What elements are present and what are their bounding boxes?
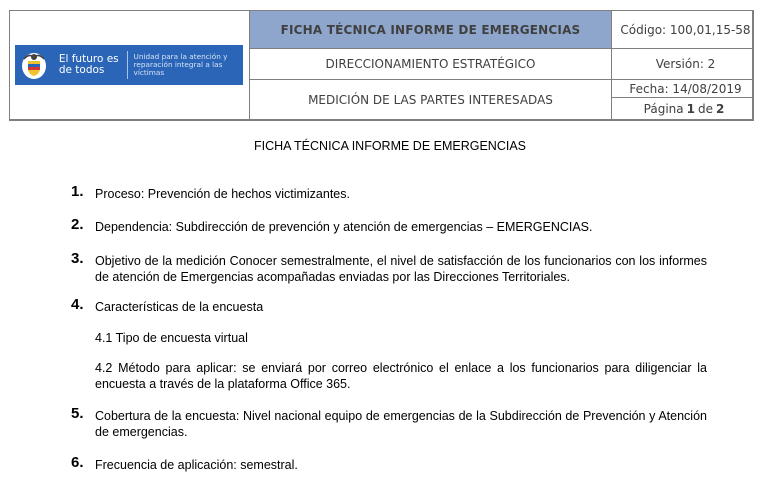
sub-item: 4.2 Método para aplicar: se enviará por correo electrónico el enlace a los funcionarios para diligenciar la encuesta a través de la plataforma Office 365. bbox=[95, 361, 707, 391]
logo-main-text: El futuro es de todos bbox=[58, 53, 119, 76]
document-title: FICHA TÉCNICA INFORME DE EMERGENCIAS bbox=[253, 139, 527, 153]
logo-divider bbox=[127, 51, 128, 79]
document-header-table bbox=[9, 10, 754, 121]
institution-logo bbox=[15, 45, 243, 85]
sub-item: 4.1 Tipo de encuesta virtual bbox=[95, 331, 248, 345]
document-date: Fecha: 14/08/2019 bbox=[612, 80, 753, 98]
item-text: Frecuencia de aplicación: semestral. bbox=[95, 458, 298, 472]
item-number: 1. bbox=[71, 183, 84, 200]
page-total: 2 bbox=[715, 101, 725, 116]
logo-cell bbox=[10, 11, 250, 120]
item-text: Objetivo de la medición Conocer semestralmente, el nivel de satisfacción de los funcionarios con los informes de atención de Emergencias acompañadas enviadas por las Direcciones Territoriales. bbox=[95, 254, 707, 284]
item-text: Proceso: Prevención de hechos victimizantes. bbox=[95, 187, 350, 201]
item-text: Características de la encuesta bbox=[95, 300, 264, 314]
header-title: FICHA TÉCNICA INFORME DE EMERGENCIAS bbox=[250, 11, 612, 49]
item-number: 4. bbox=[71, 296, 84, 313]
logo-sub-text: Unidad para la atención y reparación integral a las víctimas bbox=[133, 52, 228, 77]
header-subtitle-section: MEDICIÓN DE LAS PARTES INTERESADAS bbox=[250, 80, 612, 120]
item-number: 3. bbox=[71, 250, 84, 267]
document-version: Versión: 2 bbox=[612, 49, 753, 80]
header-subtitle-process: DIRECCIONAMIENTO ESTRATÉGICO bbox=[250, 49, 612, 80]
item-number: 5. bbox=[71, 405, 84, 422]
page-prefix: Página bbox=[643, 101, 684, 116]
page-indicator bbox=[612, 98, 753, 120]
item-number: 6. bbox=[71, 454, 84, 471]
page-current: 1 bbox=[686, 101, 695, 116]
item-number: 2. bbox=[71, 216, 84, 233]
coat-of-arms-icon bbox=[17, 47, 51, 83]
page-of: de bbox=[697, 101, 713, 116]
item-text: Dependencia: Subdirección de prevención y atención de emergencias – EMERGENCIAS. bbox=[95, 220, 593, 234]
item-text: Cobertura de la encuesta: Nivel nacional equipo de emergencias de la Subdirección de Prevención y Atención de emergencias. bbox=[95, 409, 707, 439]
document-code: Código: 100,01,15-58 bbox=[612, 11, 753, 49]
